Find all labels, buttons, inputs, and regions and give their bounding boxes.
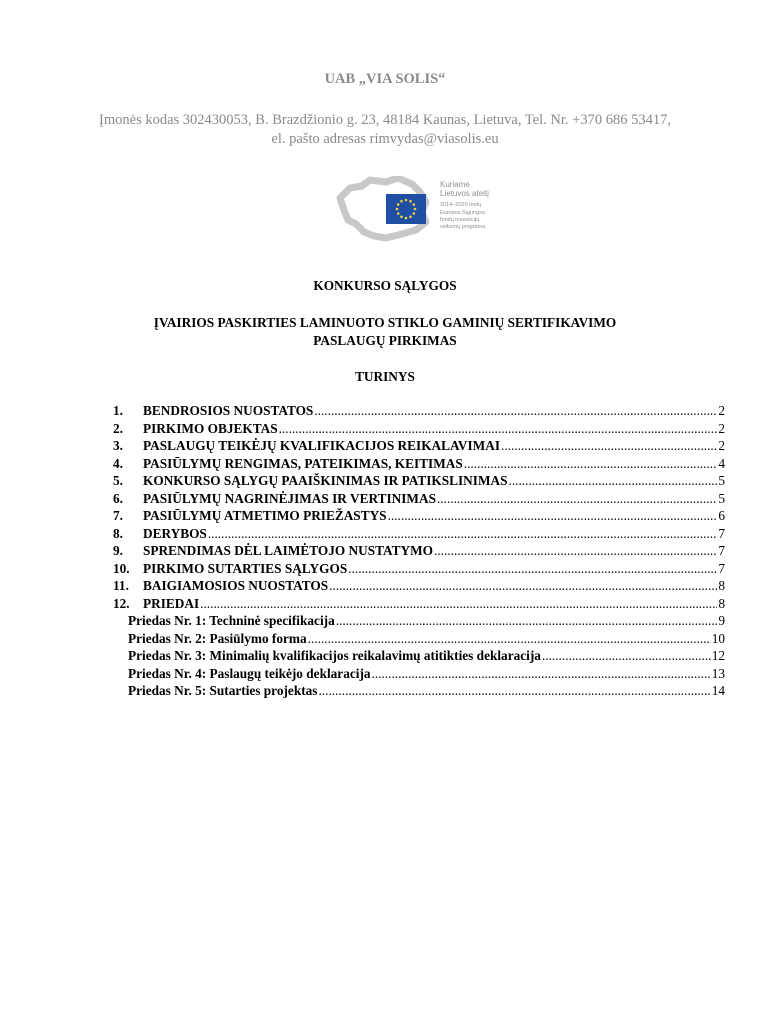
toc-entry-label: Priedas Nr. 2: Pasiūlymo forma [128, 630, 307, 646]
company-name: UAB „VIA SOLIS“ [324, 71, 446, 87]
logo-program-text [440, 202, 489, 231]
lithuania-map-eu-flag-icon [336, 176, 436, 242]
toc-entry-number: 6. [113, 490, 123, 506]
table-of-contents [113, 403, 725, 701]
logo-caption [440, 180, 489, 231]
toc-entry[interactable] [113, 526, 725, 544]
toc-entry[interactable] [113, 683, 725, 701]
toc-entry-number: 2. [113, 420, 123, 436]
toc-entry[interactable] [113, 631, 725, 649]
toc-entry-label: SPRENDIMAS DĖL LAIMĖTOJO NUSTATYMO [143, 543, 433, 558]
toc-entry-number: 7. [113, 508, 123, 523]
toc-entry-page: 12 [711, 648, 725, 663]
toc-entry-label: PASIŪLYMŲ NAGRINĖJIMAS IR VERTINIMAS [143, 490, 436, 506]
eu-star-icon [412, 212, 415, 215]
toc-entry-label: Priedas Nr. 5: Sutarties projektas [128, 683, 318, 698]
toc-dot-leader [542, 648, 711, 664]
toc-entry-number: 8. [113, 525, 123, 541]
document-subtitle-line1: ĮVAIRIOS PASKIRTIES LAMINUOTO STIKLO GAMINIŲ SERTIFIKAVIMO [153, 315, 617, 330]
eu-star-icon [397, 212, 400, 215]
toc-dot-leader [501, 438, 717, 454]
eu-star-icon [400, 215, 403, 218]
eu-star-icon [409, 215, 412, 218]
logo-title-line1: Kuriame [440, 180, 470, 189]
toc-entry-label: Priedas Nr. 4: Paslaugų teikėjo deklaracija [128, 665, 371, 681]
company-details-line: Įmonės kodas 302430053, B. Brazdžionio g. 23, 48184 Kaunas, Lietuva, Tel. Nr. +370 686 53417, [99, 112, 671, 128]
toc-entry-label: Priedas Nr. 1: Techninė specifikacija [128, 613, 335, 628]
toc-entry-number: 1. [113, 403, 123, 418]
eu-star-icon [405, 199, 408, 202]
toc-entry[interactable] [113, 596, 725, 614]
toc-entry-number: 3. [113, 438, 123, 453]
toc-dot-leader [200, 596, 717, 612]
toc-entry-label: KONKURSO SĄLYGŲ PAAIŠKINIMAS IR PATIKSLINIMAS [143, 473, 508, 488]
toc-entry-page: 2 [718, 420, 725, 436]
toc-entry[interactable] [113, 543, 725, 561]
toc-dot-leader [509, 473, 718, 489]
toc-entry-label: BAIGIAMOSIOS NUOSTATOS [143, 578, 329, 593]
toc-entry[interactable] [113, 508, 725, 526]
toc-entry[interactable] [113, 613, 725, 631]
toc-entry-label: PASLAUGŲ TEIKĖJŲ KVALIFIKACIJOS REIKALAVIMAI [143, 438, 500, 453]
toc-dot-leader [372, 666, 711, 682]
toc-dot-leader [336, 613, 718, 629]
toc-entry-page: 7 [718, 560, 725, 576]
toc-entry-page: 14 [711, 683, 725, 698]
toc-entry-page: 6 [718, 508, 725, 523]
eu-funds-logo [336, 176, 506, 242]
eu-star-icon [405, 217, 408, 220]
document-subtitle-line2: PASLAUGŲ PIRKIMAS [313, 333, 457, 348]
logo-title-line2: Lietuvos ateitį [440, 189, 489, 199]
toc-dot-leader [329, 578, 717, 594]
toc-entry[interactable] [113, 438, 725, 456]
eu-star-icon [412, 203, 415, 206]
document-title: KONKURSO SĄLYGOS [313, 278, 457, 293]
eu-star-icon [414, 208, 417, 211]
toc-entry-label: PIRKIMO SUTARTIES SĄLYGOS [143, 560, 348, 576]
toc-dot-leader [437, 491, 717, 507]
toc-entry-number: 9. [113, 543, 123, 558]
eu-star-icon [400, 200, 403, 203]
toc-dot-leader [314, 403, 717, 419]
toc-entry-label: PASIŪLYMŲ ATMETIMO PRIEŽASTYS [143, 508, 387, 523]
toc-entry[interactable] [113, 456, 725, 474]
toc-entry[interactable] [113, 561, 725, 579]
eu-star-icon [409, 200, 412, 203]
logo-small-line: veiksmų programa [440, 223, 486, 230]
toc-entry[interactable] [113, 473, 725, 491]
toc-entry-label: PIRKIMO OBJEKTAS [143, 420, 278, 436]
toc-entry-label: PASIŪLYMŲ RENGIMAS, PATEIKIMAS, KEITIMAS [143, 455, 463, 471]
toc-entry[interactable] [113, 578, 725, 596]
logo-small-line: Europos Sąjungos [440, 209, 485, 216]
toc-entry-label: PRIEDAI [143, 595, 200, 611]
toc-dot-leader [348, 561, 717, 577]
toc-dot-leader [208, 526, 718, 542]
toc-entry[interactable] [113, 491, 725, 509]
toc-entry-number: 5. [113, 473, 123, 488]
toc-entry-number: 10. [113, 560, 130, 576]
toc-dot-leader [308, 631, 711, 647]
toc-entry-label: DERYBOS [143, 525, 207, 541]
toc-heading: TURINYS [355, 369, 415, 384]
toc-entry-page: 5 [718, 490, 725, 506]
toc-entry-page: 5 [718, 473, 725, 488]
toc-dot-leader [434, 543, 717, 559]
toc-entry-page: 8 [718, 578, 725, 593]
eu-star-icon [397, 203, 400, 206]
toc-entry-page: 13 [711, 665, 725, 681]
toc-entry-page: 7 [718, 543, 725, 558]
logo-small-line: fondų investicijų [440, 216, 480, 223]
toc-entry-page: 9 [718, 613, 725, 628]
toc-dot-leader [318, 683, 710, 699]
toc-entry-number: 11. [113, 578, 129, 593]
toc-entry[interactable] [113, 648, 725, 666]
eu-star-icon [396, 208, 399, 211]
toc-entry[interactable] [113, 421, 725, 439]
toc-entry-page: 10 [711, 630, 725, 646]
toc-entry-number: 12. [113, 595, 130, 611]
toc-dot-leader [464, 456, 718, 472]
company-email-line: el. pašto adresas rimvydas@viasolis.eu [271, 131, 499, 147]
toc-entry-page: 4 [718, 455, 725, 471]
logo-small-line: 2014–2020 metų [440, 202, 482, 209]
toc-entry[interactable] [113, 666, 725, 684]
toc-entry-page: 8 [718, 595, 725, 611]
toc-entry-label: BENDROSIOS NUOSTATOS [143, 403, 314, 418]
toc-dot-leader [279, 421, 718, 437]
toc-entry-page: 2 [718, 403, 725, 418]
toc-entry-page: 7 [718, 525, 725, 541]
toc-entry-number: 4. [113, 455, 123, 471]
toc-entry-label: Priedas Nr. 3: Minimalių kvalifikacijos reikalavimų atitikties deklaracija [128, 648, 541, 663]
toc-dot-leader [388, 508, 718, 524]
toc-entry[interactable] [113, 403, 725, 421]
toc-entry-page: 2 [718, 438, 725, 453]
